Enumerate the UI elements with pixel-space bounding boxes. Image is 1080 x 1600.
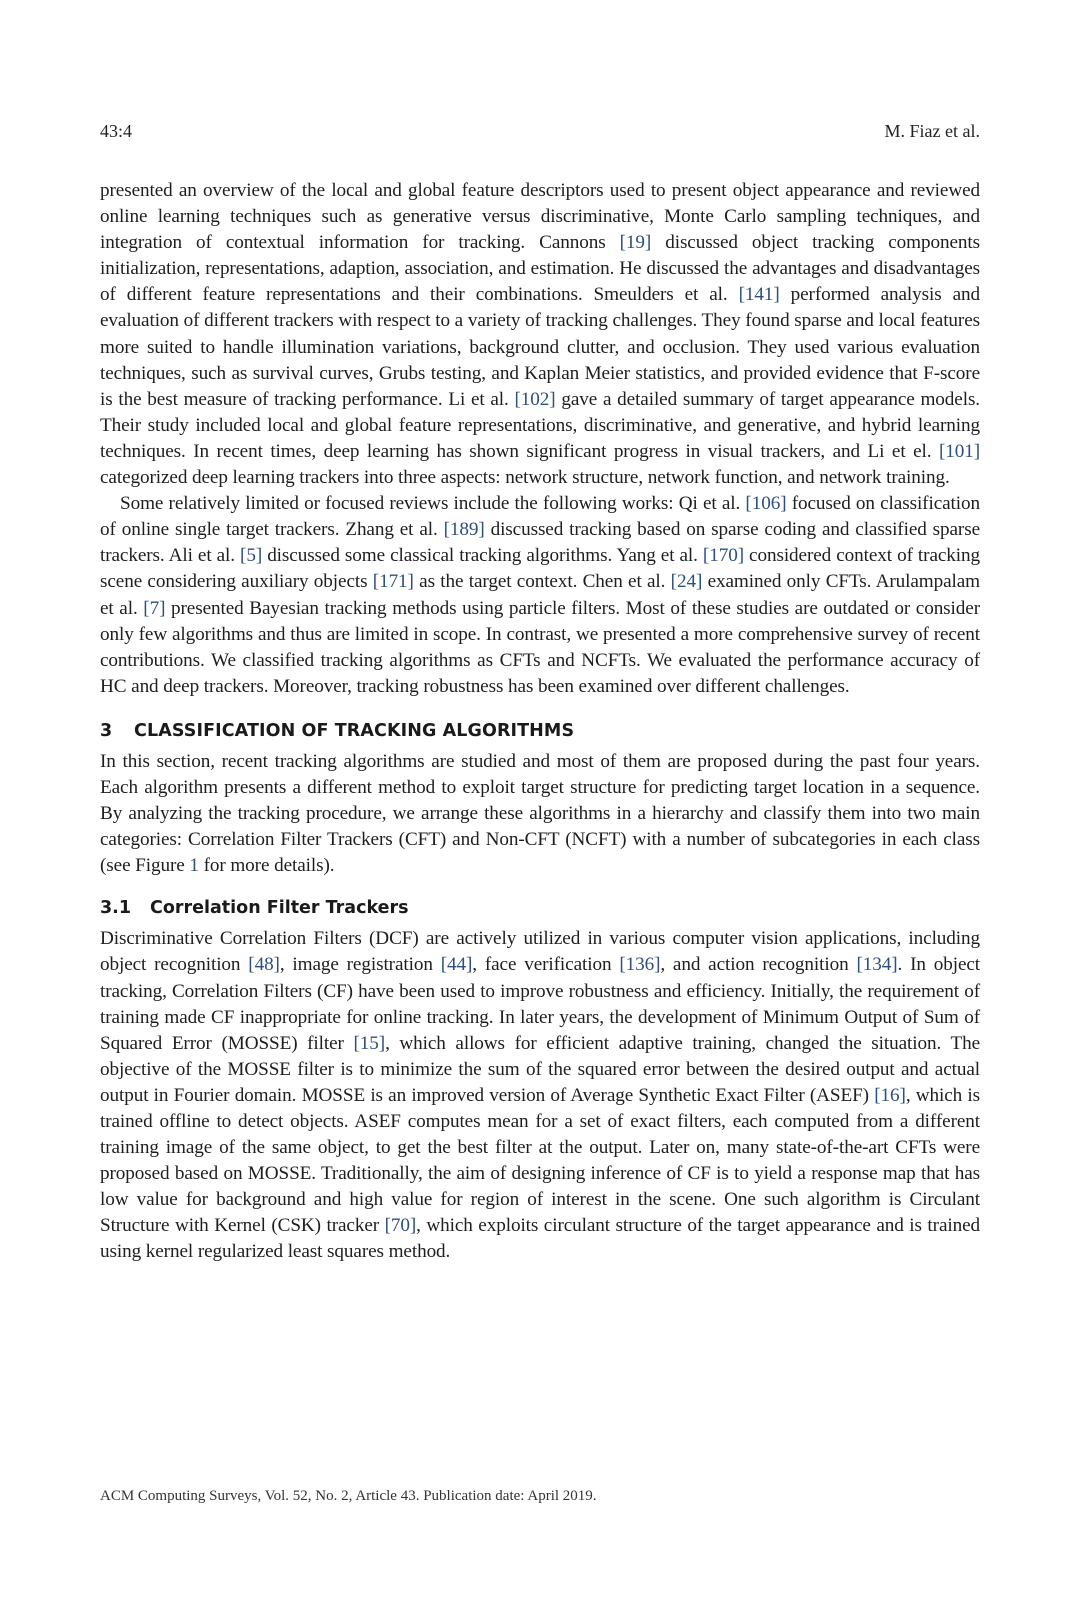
- citation-link[interactable]: [44]: [440, 954, 473, 976]
- section-number: 3: [100, 720, 113, 741]
- text-run: , which exploits circulant structure of the target appearance and is trained using kernel regularized least squares method.: [100, 1215, 981, 1263]
- text-run: Discriminative Correlation Filters (DCF) are actively utilized in various computer vision applications, including object recognition: [100, 928, 980, 976]
- text-run: , which allows for efficient adaptive training, changed the situation. The objective of the MOSSE filter is to minimize the sum of the squared error between the desired output and actual output in Fourier domain. MOSSE is an improved version of Average Synthetic Exact Filter (ASEF): [100, 1032, 981, 1106]
- citation-link[interactable]: [16]: [874, 1084, 906, 1106]
- text-run: focused on classification of online single target trackers. Zhang et al.: [100, 493, 980, 541]
- text-run: considered context of tracking scene considering auxiliary objects: [100, 545, 980, 593]
- citation-link[interactable]: [134]: [856, 954, 898, 976]
- text-run: examined only CFTs. Arulampalam et al.: [100, 571, 980, 619]
- citation-link[interactable]: [5]: [240, 545, 263, 567]
- paragraph-survey-overview: [100, 178, 980, 491]
- citation-link[interactable]: [102]: [514, 388, 556, 410]
- text-run: , which is trained offline to detect objects. ASEF computes mean for a set of exact filters, each computed from a different training image of the same object, to get the best filter at the output. Later on, many state-of-the-art CFTs were proposed based on MOSSE. Traditionally, the aim of designing inference of CF is to yield a response map that has low value for background and high value for region of interest in the scene. One such algorithm is Circulant Structure with Kernel (CSK) tracker: [100, 1084, 980, 1237]
- text-run: discussed tracking based on sparse coding and classified sparse trackers. Ali et al.: [100, 519, 981, 567]
- text-run: gave a detailed summary of target appearance models. Their study included local and global feature representations, discriminative, and generative, and hybrid learning techniques. In recent times, deep learning has shown significant progress in visual trackers, and Li et el.: [100, 388, 981, 462]
- text-run: discussed some classical tracking algorithms. Yang et al.: [262, 545, 703, 567]
- citation-link[interactable]: [171]: [372, 571, 414, 593]
- text-run: performed analysis and evaluation of different trackers with respect to a variety of tracking challenges. They found sparse and local features more suited to handle illumination variations, background clutter, and occlusion. They used various evaluation techniques, such as survival curves, Grubs testing, and Kaplan Meier statistics, and provided evidence that F-score is the best measure of tracking performance. Li et al.: [100, 284, 980, 410]
- running-header: [100, 118, 980, 144]
- citation-link[interactable]: [106]: [745, 493, 787, 515]
- citation-link[interactable]: [141]: [738, 284, 780, 306]
- citation-link[interactable]: [136]: [619, 954, 661, 976]
- page-body: [100, 178, 980, 1266]
- citation-link[interactable]: [19]: [619, 232, 652, 254]
- text-run: as the target context. Chen et al.: [413, 571, 671, 593]
- subsection-title: Correlation Filter Trackers: [150, 898, 409, 919]
- citation-link[interactable]: [7]: [143, 597, 166, 619]
- text-run: In this section, recent tracking algorithms are studied and most of them are proposed during the past four years. Each algorithm presents a different method to exploit target structure for predicting target location in a sequence. By analyzing the tracking procedure, we arrange these algorithms in a hierarchy and classify them into two main categories: Correlation Filter Trackers (CFT) and Non-CFT (NCFT) with a number of subcategories in each class (see Figure: [100, 750, 980, 877]
- citation-link[interactable]: [189]: [443, 519, 485, 541]
- journal-footer: ACM Computing Surveys, Vol. 52, No. 2, Article 43. Publication date: April 2019.: [100, 1488, 597, 1504]
- page-number: 43:4: [100, 121, 133, 141]
- text-run: Some relatively limited or focused reviews include the following works: Qi et al.: [120, 493, 746, 515]
- paragraph-correlation-filters: [100, 926, 980, 1265]
- text-run: discussed object tracking components initialization, representations, adaption, association, and estimation. He discussed the advantages and disadvantages of different feature representations and their combinations. Smeulders et al.: [100, 232, 980, 306]
- text-run: , and action recognition: [660, 954, 857, 976]
- section-heading-3: [100, 719, 980, 743]
- citation-link[interactable]: [101]: [938, 440, 980, 462]
- citation-link[interactable]: [70]: [384, 1215, 417, 1237]
- citation-link[interactable]: [15]: [353, 1032, 386, 1054]
- paragraph-classification-intro: [100, 749, 980, 879]
- text-run: categorized deep learning trackers into three aspects: network structure, network function, and network training.: [100, 467, 950, 489]
- text-run: , image registration: [279, 954, 441, 976]
- text-run: for more details).: [198, 855, 335, 877]
- text-run: presented Bayesian tracking methods using particle filters. Most of these studies are outdated or consider only few algorithms and thus are limited in scope. In contrast, we presented a more comprehensive survey of recent contributions. We classified tracking algorithms as CFTs and NCFTs. We evaluated the performance accuracy of HC and deep trackers. Moreover, tracking robustness has been examined over different challenges.: [100, 597, 980, 697]
- citation-link[interactable]: [48]: [248, 954, 280, 976]
- text-run: presented an overview of the local and global feature descriptors used to present object appearance and reviewed online learning techniques such as generative versus discriminative, Monte Carlo sampling techniques, and integration of contextual information for tracking. Cannons: [100, 180, 980, 254]
- citation-link[interactable]: [170]: [702, 545, 744, 567]
- citation-link[interactable]: [24]: [670, 571, 703, 593]
- citation-link[interactable]: 1: [189, 855, 199, 877]
- paragraph-limited-reviews: [100, 491, 980, 700]
- subsection-number: 3.1: [100, 898, 132, 919]
- subsection-heading-3-1: [100, 896, 980, 920]
- section-title: CLASSIFICATION OF TRACKING ALGORITHMS: [134, 720, 575, 741]
- running-author: M. Fiaz et al.: [884, 121, 980, 141]
- text-run: , face verification: [472, 954, 620, 976]
- text-run: . In object tracking, Correlation Filters (CF) have been used to improve robustness and efficiency. Initially, the requirement of training made CF inappropriate for online tracking. In later years, the development of Minimum Output of Sum of Squared Error (MOSSE) filter: [100, 954, 981, 1054]
